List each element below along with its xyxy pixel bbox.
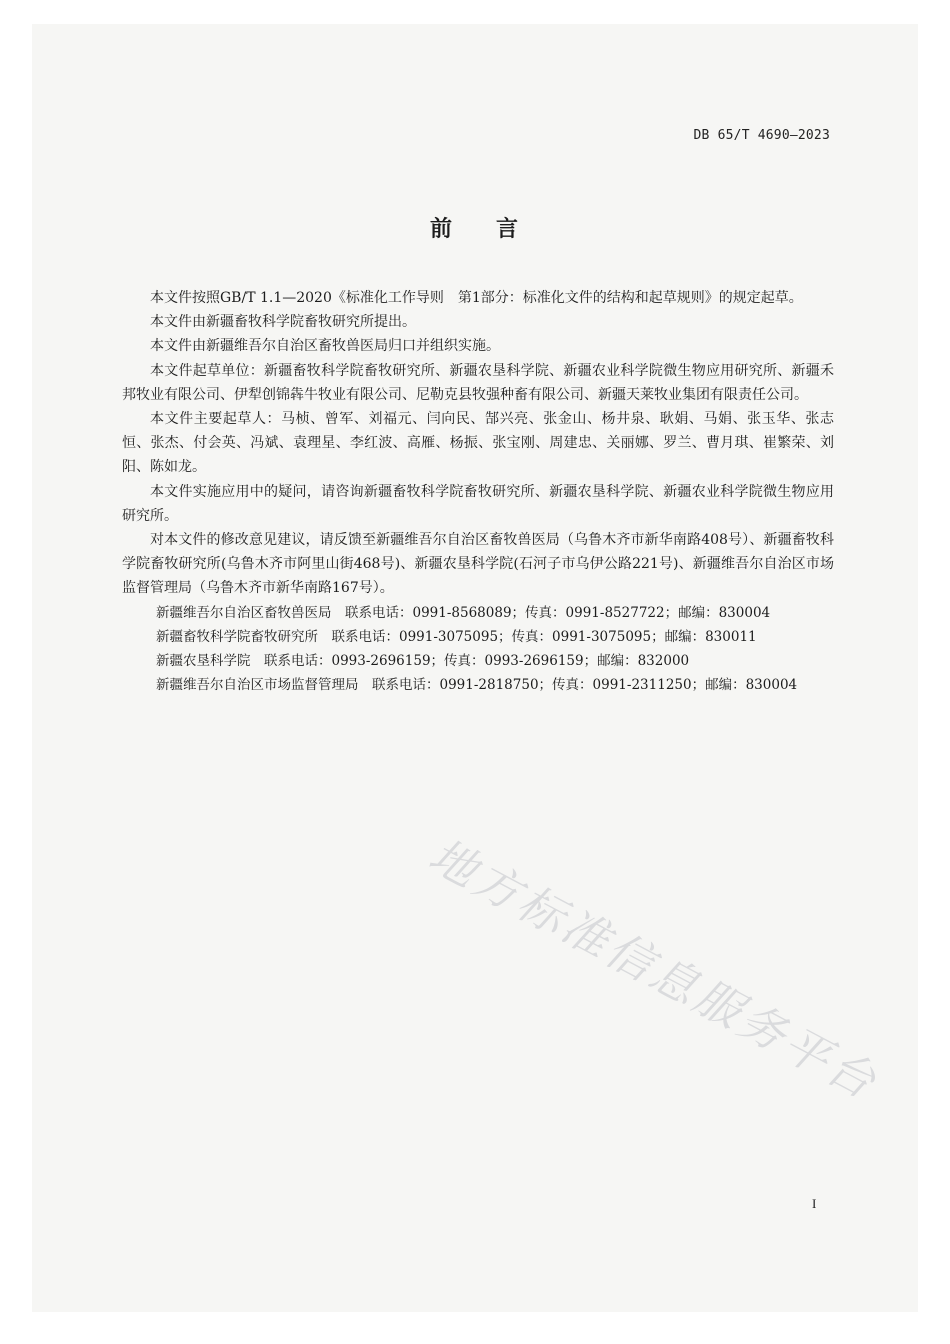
- paragraph-drafters: 本文件主要起草人：马桢、曾军、刘福元、闫向民、郜兴亮、张金山、杨井泉、耿娟、马娟、张玉华、张志恒、张杰、付会英、冯斌、袁理星、李红波、高雁、杨振、张宝刚、周建忠、关丽娜、罗兰、曹月琪、崔繁荣、刘阳、陈如龙。: [122, 411, 834, 476]
- paragraph-proposer: 本文件由新疆畜牧科学院畜牧研究所提出。: [150, 314, 416, 331]
- contact-line: 新疆畜牧科学院畜牧研究所 联系电话：0991-3075095；传真：0991-3075095；邮编：830011: [156, 628, 757, 645]
- paragraph-drafting-rule: 本文件按照GB/T 1.1—2020《标准化工作导则 第1部分：标准化文件的结构和起草规则》的规定起草。: [150, 290, 803, 306]
- paragraph-feedback: 对本文件的修改意见建议，请反馈至新疆维吾尔自治区畜牧兽医局（乌鲁木齐市新华南路408号）、新疆畜牧科学院畜牧研究所(乌鲁木齐市阿里山街468号)、新疆农垦科学院(石河子市乌伊公路221号)、新疆维吾尔自治区市场监督管理局（乌鲁木齐市新华南路167号）。: [122, 532, 834, 597]
- paragraph-administrator: 本文件由新疆维吾尔自治区畜牧兽医局归口并组织实施。: [150, 338, 500, 355]
- page-number: I: [812, 1196, 817, 1211]
- title-char-1: 前: [429, 217, 454, 242]
- contact-line: 新疆农垦科学院 联系电话：0993-2696159；传真：0993-2696159；邮编：832000: [156, 653, 690, 670]
- watermark: 地方标准信息服务平台: [420, 827, 888, 1111]
- contact-line: 新疆维吾尔自治区畜牧兽医局 联系电话：0991-8568089；传真：0991-8527722；邮编：830004: [156, 604, 771, 621]
- foreword-body: [122, 286, 834, 697]
- title-char-2: 言: [496, 217, 521, 242]
- paragraph-drafting-units: 本文件起草单位：新疆畜牧科学院畜牧研究所、新疆农垦科学院、新疆农业科学院微生物应用研究所、新疆禾邦牧业有限公司、伊犁创锦犇牛牧业有限公司、尼勒克县牧强种畜有限公司、新疆天莱牧业集团有限责任公司。: [122, 362, 834, 403]
- paragraph-inquiries: 本文件实施应用中的疑问，请咨询新疆畜牧科学院畜牧研究所、新疆农垦科学院、新疆农业科学院微生物应用研究所。: [122, 483, 834, 524]
- contact-line: 新疆维吾尔自治区市场监督管理局 联系电话：0991-2818750；传真：0991-2311250；邮编：830004: [156, 677, 798, 694]
- section-title: [0, 212, 950, 243]
- document-code: DB 65/T 4690—2023: [693, 128, 830, 143]
